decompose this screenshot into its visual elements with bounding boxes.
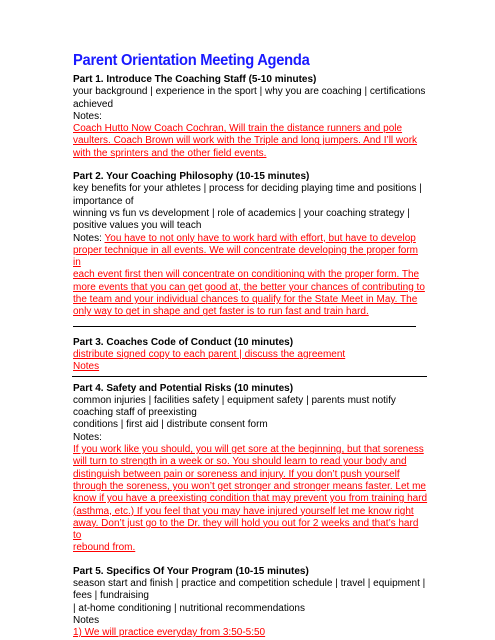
section-line: key benefits for your athletes | process for deciding playing time and positions | [73, 183, 422, 195]
note-line [73, 233, 428, 245]
section-part-4 [73, 383, 428, 555]
note-line: each event first then will concentrate on conditioning with the proper form. The [73, 269, 420, 281]
section-heading: Part 3. Coaches Code of Conduct (10 minutes) [73, 336, 294, 348]
note-line: will turn to strength in a week or so. You should learn to read your body and [73, 456, 407, 468]
note-text: You have to not only have to work hard with effort, but have to develop [104, 232, 416, 244]
section-line: coaching staff of preexisting [73, 407, 197, 419]
section-line: Notes: [73, 110, 102, 122]
section-part-2 [73, 171, 428, 319]
note-line: away. Don’t just go to the Dr. they will hold you out for 2 weeks and that’s hard to [73, 517, 419, 542]
note-line: rebound from. [73, 542, 136, 554]
section-heading: Part 1. Introduce The Coaching Staff (5-10 minutes) [73, 74, 317, 85]
note-line: Coach Hutto Now Coach Cochran, Will train the distance runners and pole [73, 123, 403, 135]
section-line: fees | fundraising [73, 590, 149, 602]
section-line: your background | experience in the sport | why you are coaching | certifications [73, 86, 426, 98]
section-line: importance of [73, 195, 134, 207]
note-line: Notes [73, 361, 100, 373]
note-line: with the sprinters and the other field events. [73, 147, 267, 159]
divider [73, 326, 416, 327]
note-line: know if you have a preexisting condition that may prevent you from training hard [73, 493, 428, 505]
note-line: more events that you can get good at, the better your chances of contributing to [73, 281, 425, 293]
section-line: positive values you will teach [73, 220, 202, 232]
note-line: If you work like you should, you will get sore at the beginning, but that soreness [73, 444, 424, 456]
section-line: common injuries | facilities safety | equipment safety | parents must notify [73, 394, 396, 406]
section-heading: Part 5. Specifics Of Your Program (10-15 minutes) [73, 565, 309, 577]
divider [72, 376, 427, 377]
section-line: season start and finish | practice and competition schedule | travel | equipment | [73, 577, 426, 589]
note-line: through the soreness, you won’t get stronger and stronger means faster. Let me [73, 480, 426, 492]
section-part-3 [73, 337, 428, 374]
section-line: | at-home conditioning | nutritional recommendations [73, 602, 305, 614]
note-line: (asthma, etc.) If you feel that you may have injured yourself let me know right [73, 505, 414, 517]
note-line: the team and your individual chances to qualify for the State Meet in May. The [73, 294, 418, 306]
notes-label: Notes: [73, 232, 105, 244]
section-line: winning vs fun vs development | role of academics | your coaching strategy | [73, 207, 410, 219]
note-line: only way to get in shape and get faster is to run fast and train hard. [73, 306, 369, 318]
document-body [73, 74, 428, 639]
section-part-1 [73, 74, 428, 160]
section-line: Notes [73, 614, 100, 626]
note-line: proper technique in all events. We will concentrate developing the proper form in [73, 244, 419, 269]
section-line: Notes: [73, 431, 102, 443]
section-part-5 [73, 566, 428, 640]
note-line: vaulters. Coach Brown will work with the Triple and long jumpers. And I’ll work [73, 135, 418, 147]
document-title: Parent Orientation Meeting Agenda [73, 52, 310, 69]
section-heading: Part 2. Your Coaching Philosophy (10-15 minutes) [73, 171, 310, 183]
note-line: distribute signed copy to each parent | discuss the agreement [73, 348, 346, 360]
section-heading: Part 4. Safety and Potential Risks (10 minutes) [73, 382, 294, 394]
section-line: achieved [73, 98, 114, 110]
note-line: 1) We will practice everyday from 3:50-5:50 [73, 627, 266, 639]
section-line: conditions | first aid | distribute consent form [73, 419, 268, 431]
note-line: distinguish between pain or soreness and injury. If you don’t push yourself [73, 468, 400, 480]
